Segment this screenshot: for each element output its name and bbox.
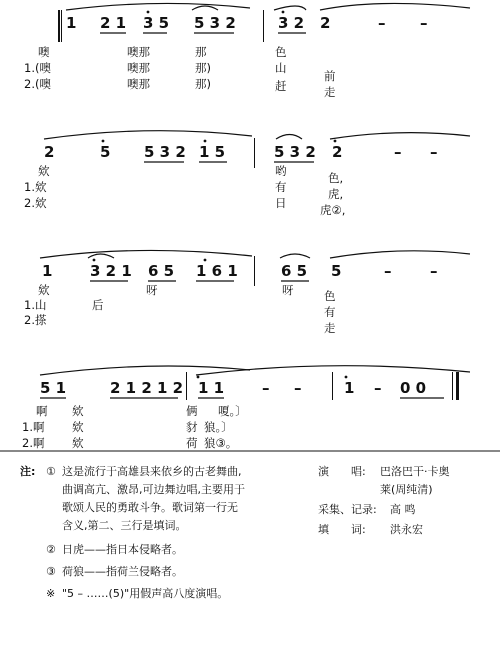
lyric: 虎②, [320,203,346,217]
lyric: 嗄。〕 [218,404,247,418]
lyric: 赶 [275,79,287,93]
note: 5 1 [40,379,67,397]
note: – [374,379,382,397]
lyric: 欸 [38,164,50,178]
lyric: 日 [275,196,287,210]
lyric: 俩 [186,404,198,418]
footnote-text: 歌颂人民的勇敢斗争。歌词第一行无 [62,501,238,514]
lyric: 色, [328,171,344,185]
lyric: 噢那 [127,61,150,75]
note: 1 1 [198,379,225,397]
lyric: 欸 [72,404,84,418]
lyric: 欸 [38,283,50,297]
note: 0 0 [400,379,427,397]
lyric: 欸 [72,436,84,450]
lyric: 前 [324,69,336,83]
lyric: 色 [324,289,336,303]
note: 1 6 1 [196,262,238,280]
footnote-text: "5 – ……(5)"用假声高八度演唱。 [62,587,229,600]
lyric: 呀 [146,283,158,297]
note: 1 [42,262,53,280]
lyric: 欸 [72,420,84,434]
credit-value: 巴洛巴干·卡奥 [380,465,450,478]
beams [40,33,444,398]
lyric: 2.欸 [24,196,47,210]
note: 5 [331,262,342,280]
footnote-text: 荷狼——指荷兰侵略者。 [62,565,183,578]
lyric: 2.啊 [22,436,45,450]
lyric: 哟 [275,164,287,178]
lyric: 狼。〕 [204,420,233,434]
note: – [430,262,438,280]
note: – [294,379,302,397]
footnote-text: 曲调高亢、激昂,可边舞边唱,主要用于 [62,483,245,496]
lyric: 2.搽 [24,313,47,327]
lyric: 狼③。 [204,436,238,450]
credit-value: 高 鸣 [390,503,416,516]
note: 5 3 2 [194,14,236,32]
credit-label: 演 唱: [318,465,366,478]
credit-value: 洪永宏 [390,523,423,536]
lyric: 1.欸 [24,180,47,194]
note: 1 5 [199,143,226,161]
note: 5 [100,143,111,161]
lyric: 有 [275,180,287,194]
footnote-text: 这是流行于高雄县来依乡的古老舞曲, [62,465,242,478]
lyric: 走 [324,85,336,99]
lyric: 噢 [38,45,50,59]
lyric: 色 [275,45,287,59]
note: 3 2 [278,14,305,32]
lyric: 啊 [36,404,48,418]
lyric: 虎, [328,187,344,201]
lyric: 后 [92,298,104,312]
note: – [420,14,428,32]
note: – [394,143,402,161]
lyric: 山 [275,61,287,75]
footnote-text: 日虎——指日本侵略者。 [62,543,183,556]
note: 6 5 [281,262,308,280]
lyric: 那) [195,77,211,91]
lyric: 有 [324,305,336,319]
note: 2 [44,143,55,161]
note: 5 3 2 [144,143,186,161]
lyric: 那) [195,61,211,75]
note: 2 1 [100,14,127,32]
slurs [40,3,470,375]
footnote-mark: ※ [46,587,56,600]
note: 1 [66,14,77,32]
lyric: 走 [324,321,336,335]
credit-label: 采集、记录: [318,503,377,516]
note: – [378,14,386,32]
footnote-mark: ① [46,465,56,478]
lyric: 1.啊 [22,420,45,434]
lyric: 豺 [186,420,198,434]
note: 3 2 1 [90,262,132,280]
lyric: 1.(噢 [24,61,51,75]
note: 6 5 [148,262,175,280]
note: 5 3 2 [274,143,316,161]
note: 1 [344,379,355,397]
note: – [430,143,438,161]
lyric: 2.(噢 [24,77,51,91]
lyric: 那 [195,45,207,59]
credit-label: 填 词: [318,523,366,536]
octave-dots [93,11,348,379]
lyric: 荷 [186,436,198,450]
note: 2 1 2 1 2 [110,379,184,397]
footnote-text: 含义,第二、三行是填词。 [62,519,187,532]
footnote-mark: ② [46,543,56,556]
lyric: 噢那 [127,45,150,59]
footnote-mark: ③ [46,565,56,578]
lyric: 1.山 [24,298,47,312]
note: 3 5 [143,14,170,32]
note: 2 [332,143,343,161]
lyric: 噢那 [127,77,150,91]
note: – [384,262,392,280]
footnote-label: 注: [20,465,36,478]
credit-value: 莱(周纯清) [380,483,433,496]
lyric: 呀 [282,283,294,297]
note: 2 [320,14,331,32]
note: – [262,379,270,397]
